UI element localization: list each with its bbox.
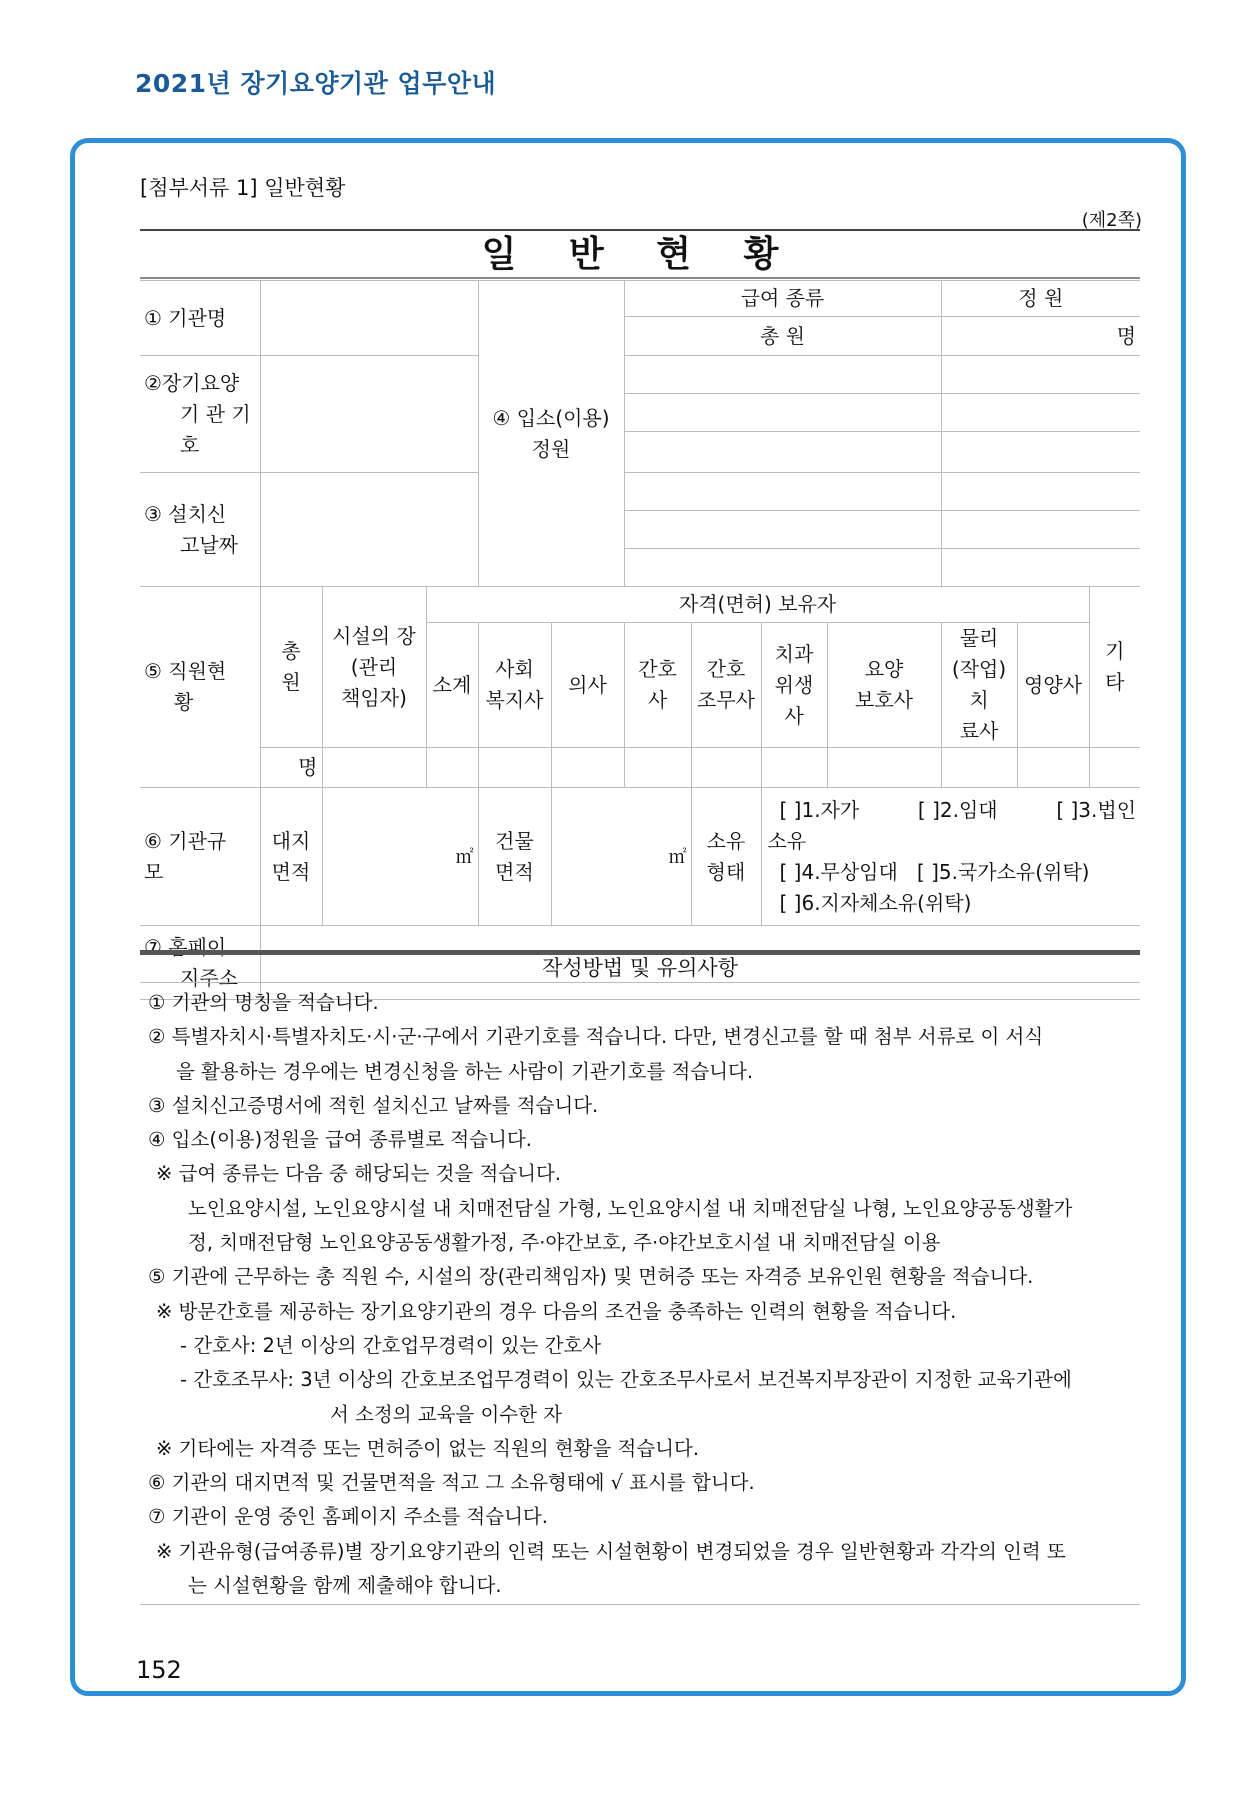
institution-code-field[interactable] bbox=[260, 356, 478, 473]
attachment-label: [첨부서류 1] 일반현황 bbox=[140, 176, 346, 200]
guide-line: ※ 기타에는 자격증 또는 면허증이 없는 직원의 현황을 적습니다. bbox=[156, 1436, 700, 1460]
ownership-option-local[interactable]: [ ]6.지자체소유(위탁) bbox=[779, 890, 972, 915]
guide-line: - 간호사: 2년 이상의 간호업무경력이 있는 간호사 bbox=[180, 1333, 602, 1357]
capacity-header: 정 원 bbox=[941, 281, 1140, 317]
guide-line: ※ 기관유형(급여종류)별 장기요양기관의 인력 또는 시설현황이 변경되었을 경우 일반현황과 각각의 인력 또 bbox=[156, 1539, 1066, 1563]
benefit-type-field-1[interactable] bbox=[624, 356, 941, 394]
doctor-field[interactable] bbox=[551, 748, 624, 788]
guide-text bbox=[140, 986, 1140, 1603]
building-area-field[interactable] bbox=[551, 788, 691, 926]
staff-total-header: 총 원 bbox=[260, 587, 322, 748]
guide-line: ③ 설치신고증명서에 적힌 설치신고 날짜를 적습니다. bbox=[148, 1093, 599, 1117]
nutritionist-header: 영양사 bbox=[1017, 623, 1089, 748]
install-date-field[interactable] bbox=[260, 473, 478, 587]
guide-line: - 간호조무사: 3년 이상의 간호보조업무경력이 있는 간호조무사로서 보건복지부장관이 지정한 교육기관에 bbox=[180, 1368, 1072, 1392]
nurse-aide-header: 간호 조무사 bbox=[691, 623, 761, 748]
homepage-label: ⑦ 홈페이 지주소 bbox=[140, 926, 260, 1000]
institution-name-field[interactable] bbox=[260, 281, 478, 356]
capacity-field-5[interactable] bbox=[941, 511, 1140, 549]
guide-line: ④ 입소(이용)정원을 급여 종류별로 적습니다. bbox=[148, 1128, 532, 1152]
ownership-option-lease[interactable]: [ ]2.임대 bbox=[917, 797, 998, 822]
benefit-type-field-3[interactable] bbox=[624, 432, 941, 473]
total-persons-label: 총 원 bbox=[624, 317, 941, 356]
doctor-header: 의사 bbox=[551, 623, 624, 748]
institution-name-label: ① 기관명 bbox=[140, 281, 260, 356]
guide-line: ① 기관의 명칭을 적습니다. bbox=[148, 991, 379, 1014]
guide-line: ⑥ 기관의 대지면적 및 건물면적을 적고 그 소유형태에 √ 표시를 합니다. bbox=[148, 1471, 755, 1495]
document-header: 2021년 장기요양기관 업무안내 bbox=[135, 69, 497, 98]
benefit-type-field-6[interactable] bbox=[624, 549, 941, 587]
capacity-field-3[interactable] bbox=[941, 432, 1140, 473]
form-title: 일 반 현 황 bbox=[140, 229, 1140, 279]
care-worker-field[interactable] bbox=[827, 748, 941, 788]
director-field[interactable] bbox=[322, 748, 426, 788]
guide-line: 는 시설현황을 함께 제출해야 합니다. bbox=[188, 1574, 502, 1598]
nurse-field[interactable] bbox=[624, 748, 691, 788]
general-status-form bbox=[140, 280, 1140, 1000]
land-area-field[interactable] bbox=[322, 788, 478, 926]
nurse-header: 간호 사 bbox=[624, 623, 691, 748]
guide-line: 을 활용하는 경우에는 변경신청을 하는 사람이 기관기호를 적습니다. bbox=[176, 1059, 754, 1083]
qualified-header: 자격(면허) 보유자 bbox=[426, 587, 1089, 623]
benefit-type-field-4[interactable] bbox=[624, 473, 941, 511]
social-worker-header: 사회 복지사 bbox=[478, 623, 551, 748]
social-worker-field[interactable] bbox=[478, 748, 551, 788]
capacity-field-2[interactable] bbox=[941, 394, 1140, 432]
capacity-field-4[interactable] bbox=[941, 473, 1140, 511]
ownership-option-corp[interactable]: [ ]3.법인 bbox=[1056, 797, 1137, 822]
capacity-field-6[interactable] bbox=[941, 549, 1140, 587]
therapist-field[interactable] bbox=[941, 748, 1017, 788]
staff-status-label: ⑤ 직원현 황 bbox=[140, 587, 260, 788]
land-area-unit: ㎡ bbox=[455, 847, 474, 868]
capacity-field-1[interactable] bbox=[941, 356, 1140, 394]
building-area-unit: ㎡ bbox=[668, 847, 687, 868]
guide-line: 노인요양시설, 노인요양시설 내 치매전담실 가형, 노인요양시설 내 치매전담실 나형, 노인요양공동생활가 bbox=[188, 1196, 1073, 1220]
care-worker-header: 요양 보호사 bbox=[827, 623, 941, 748]
ownership-label: 소유 형태 bbox=[691, 788, 761, 926]
staff-total-unit: 명 bbox=[260, 748, 322, 788]
guide-line: ⑦ 기관이 운영 중인 홈페이지 주소를 적습니다. bbox=[148, 1505, 548, 1529]
benefit-type-header: 급여 종류 bbox=[624, 281, 941, 317]
dental-hygienist-header: 치과 위생 사 bbox=[761, 623, 827, 748]
therapist-header: 물리 (작업)치 료사 bbox=[941, 623, 1017, 748]
ownership-option-own[interactable]: [ ]1.자가 bbox=[779, 797, 860, 822]
ownership-options bbox=[761, 788, 1140, 926]
benefit-type-field-2[interactable] bbox=[624, 394, 941, 432]
page-number: 152 bbox=[136, 1656, 182, 1684]
ownership-option-free-lease[interactable]: [ ]4.무상임대 bbox=[779, 859, 898, 884]
nutritionist-field[interactable] bbox=[1017, 748, 1089, 788]
dental-hygienist-field[interactable] bbox=[761, 748, 827, 788]
guide-end-line bbox=[140, 1604, 1140, 1605]
ownership-option-state[interactable]: [ ]5.국가소유(위탁) bbox=[916, 859, 1090, 884]
guide-line: 서 소정의 교육을 이수한 자 bbox=[330, 1402, 563, 1426]
guide-line: ② 특별자치시·특별자치도·시·군·구에서 기관기호를 적습니다. 다만, 변경신고를 할 때 첨부 서류로 이 서식 bbox=[148, 1025, 1044, 1049]
nurse-aide-field[interactable] bbox=[691, 748, 761, 788]
ownership-option-corp-cont: 소유 bbox=[767, 828, 807, 853]
director-header: 시설의 장 (관리 책임자) bbox=[322, 587, 426, 748]
facility-scale-label: ⑥ 기관규 모 bbox=[140, 788, 260, 926]
guide-line: ⑤ 기관에 근무하는 총 직원 수, 시설의 장(관리책임자) 및 면허증 또는 자격증 보유인원 현황을 적습니다. bbox=[148, 1265, 1034, 1289]
page-indicator: (제2쪽) bbox=[1081, 210, 1142, 231]
guide-title: 작성방법 및 유의사항 bbox=[140, 954, 1140, 983]
total-persons-unit: 명 bbox=[941, 317, 1140, 356]
etc-field[interactable] bbox=[1089, 748, 1140, 788]
subtotal-header: 소계 bbox=[426, 623, 478, 748]
building-area-label: 건물 면적 bbox=[478, 788, 551, 926]
etc-header: 기 타 bbox=[1089, 587, 1140, 748]
guide-line: 정, 치매전담형 노인요양공동생활가정, 주·야간보호, 주·야간보호시설 내 치매전담실 이용 bbox=[188, 1231, 941, 1255]
install-date-label: ③ 설치신 고날짜 bbox=[140, 473, 260, 587]
capacity-label: ④ 입소(이용) 정원 bbox=[478, 281, 624, 587]
subtotal-field[interactable] bbox=[426, 748, 478, 788]
guide-line: ※ 급여 종류는 다음 중 해당되는 것을 적습니다. bbox=[156, 1162, 561, 1186]
institution-code-label: ②장기요양 기 관 기 호 bbox=[140, 356, 260, 473]
benefit-type-field-5[interactable] bbox=[624, 511, 941, 549]
land-area-label: 대지 면적 bbox=[260, 788, 322, 926]
guide-line: ※ 방문간호를 제공하는 장기요양기관의 경우 다음의 조건을 충족하는 인력의 현황을 적습니다. bbox=[156, 1299, 957, 1323]
